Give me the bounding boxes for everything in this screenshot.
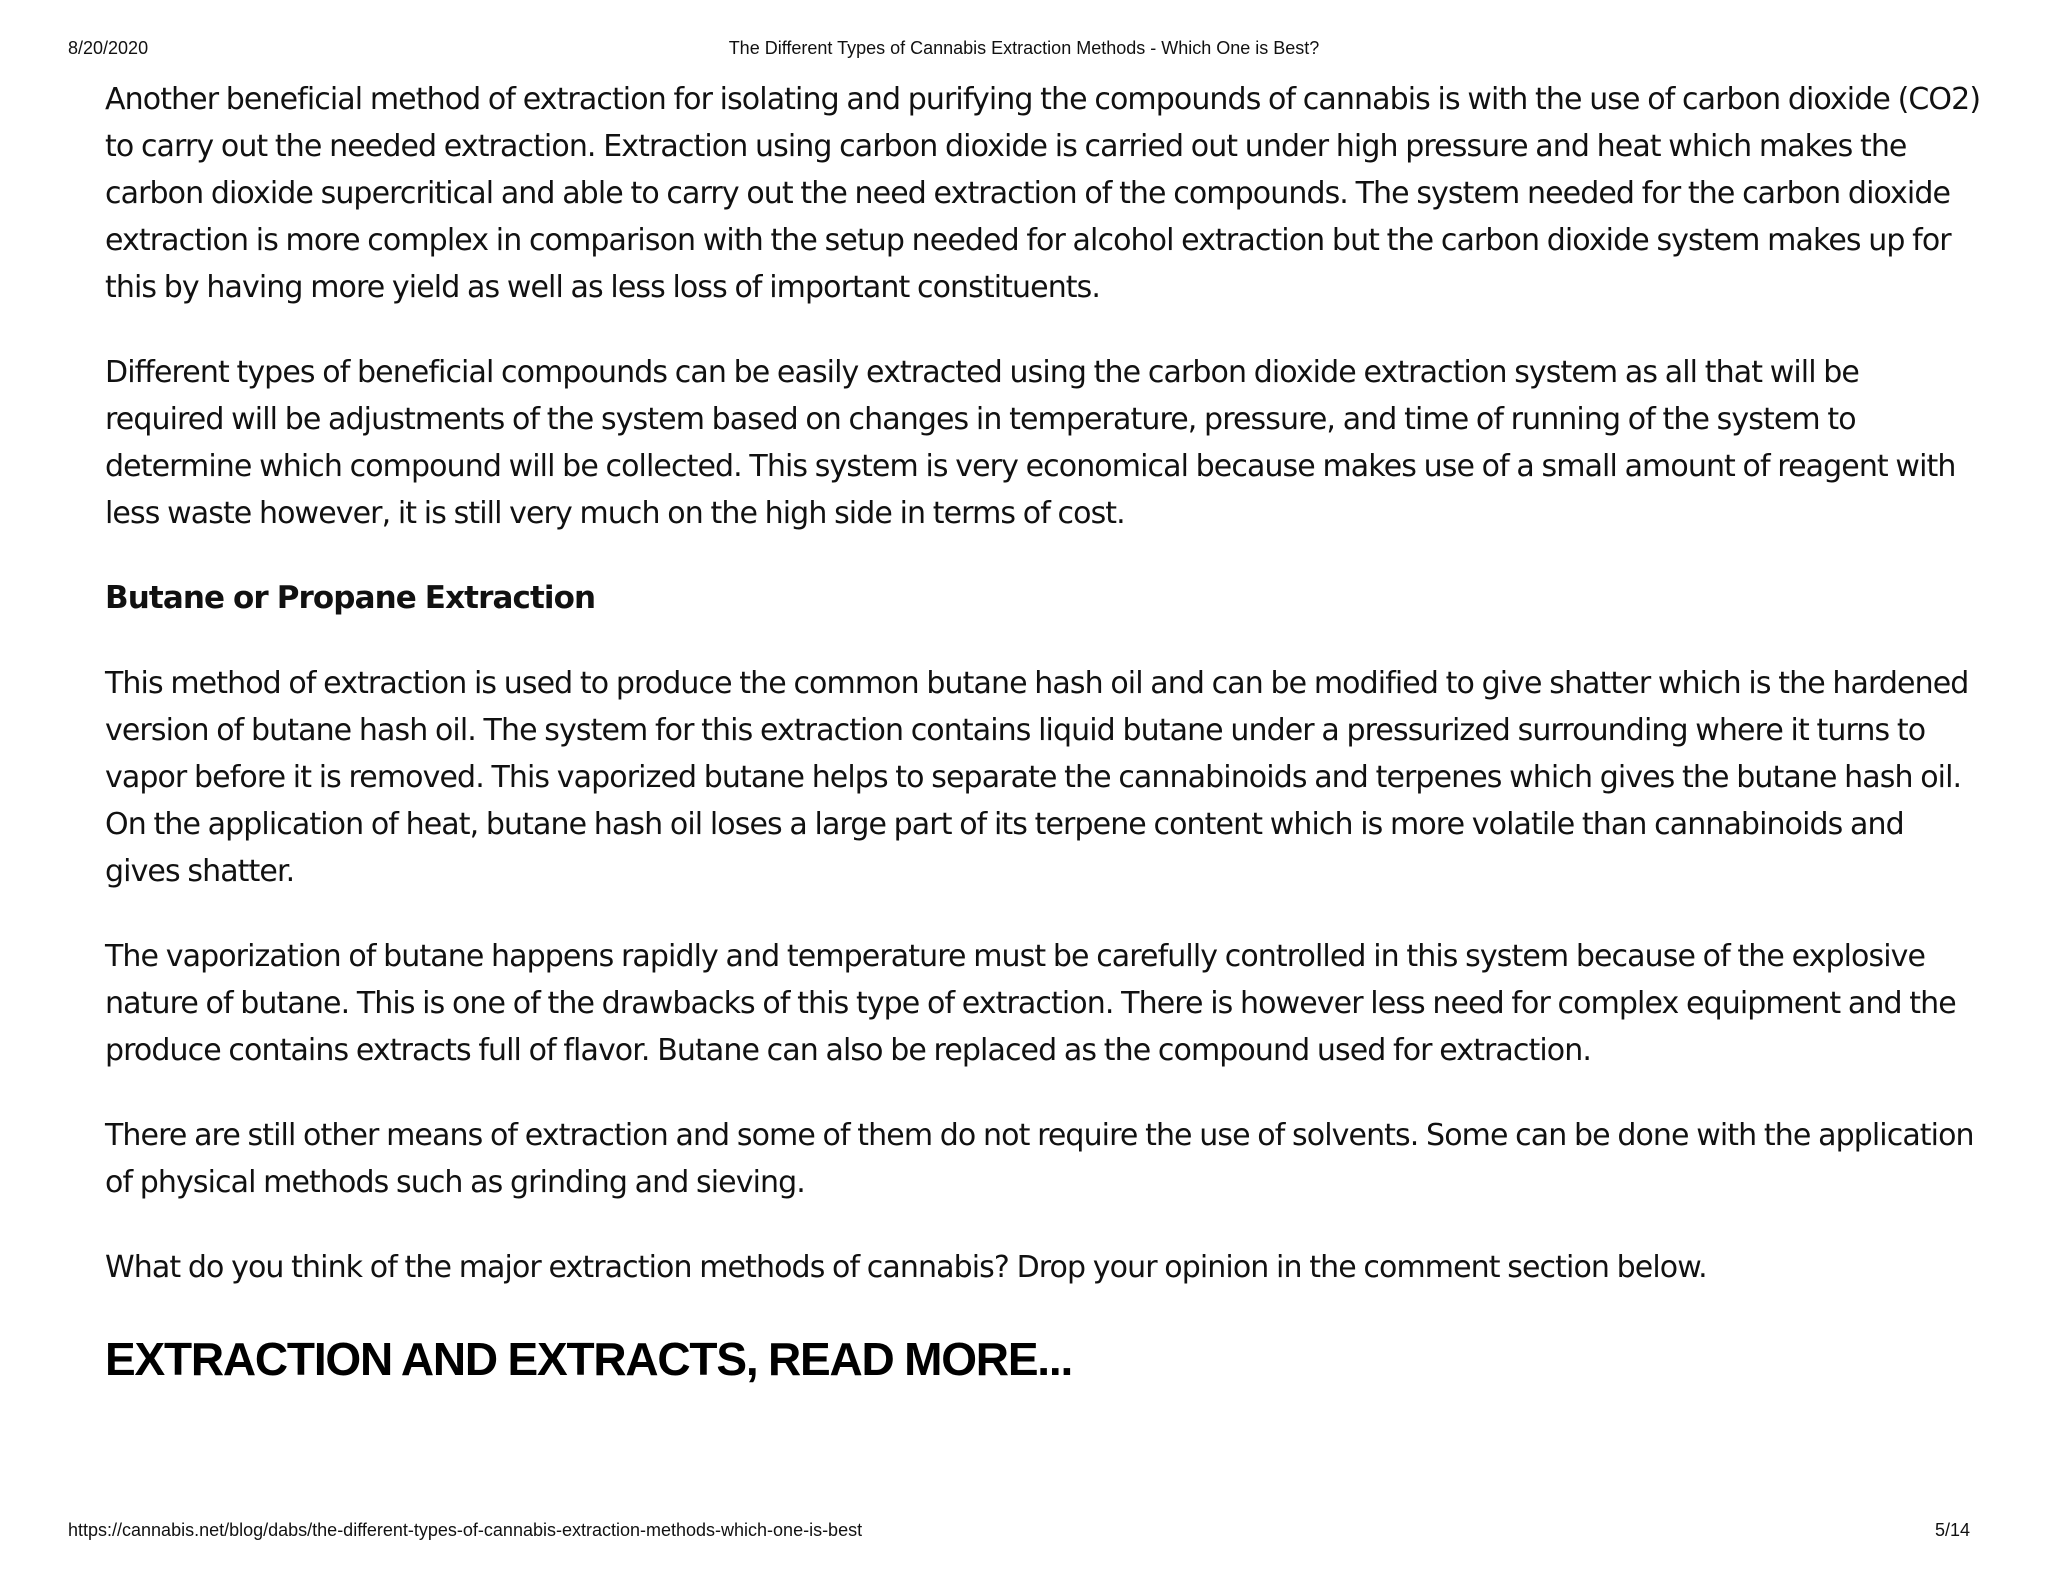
page-url: https://cannabis.net/blog/dabs/the-different-types-of-cannabis-extraction-methods-which-one-is-best xyxy=(68,1520,863,1540)
paragraph-other-means: There are still other means of extraction and some of them do not require the use of solvents. Some can be done with the application of physical methods such as grinding and sieving. xyxy=(105,1118,1974,1200)
paragraph-butane-vaporization: The vaporization of butane happens rapidly and temperature must be carefully controlled in this system because of the explosive nature of butane. This is one of the drawbacks of this type of extraction. There is however less need for complex equipment and the produce contains extracts full of flavor. Butane can also be replaced as the compound used for extraction. xyxy=(105,939,1956,1068)
print-footer xyxy=(68,1520,1980,1544)
paragraph-comment-prompt: What do you think of the major extraction methods of cannabis? Drop your opinion in the comment section below. xyxy=(105,1250,1707,1285)
paragraph-co2-compounds: Different types of beneficial compounds can be easily extracted using the carbon dioxide extraction system as all that will be required will be adjustments of the system based on changes in temperature, pressure, and time of running of the system to determine which compound will be collected. This system is very economical because makes use of a small amount of reagent with less waste however, it is still very much on the high side in terms of cost. xyxy=(105,355,1956,531)
read-more-heading[interactable]: EXTRACTION AND EXTRACTS, READ MORE... xyxy=(105,1333,1073,1385)
subheading-butane-propane: Butane or Propane Extraction xyxy=(105,580,596,616)
print-date: 8/20/2020 xyxy=(68,38,149,58)
page-number: 5/14 xyxy=(1934,1520,1970,1540)
paragraph-butane-method: This method of extraction is used to produce the common butane hash oil and can be modified to give shatter which is the hardened version of butane hash oil. The system for this extraction contains liquid butane under a pressurized surrounding where it turns to vapor before it is removed. This vaporized butane helps to separate the cannabinoids and terpenes which gives the butane hash oil. On the application of heat, butane hash oil loses a large part of its terpene content which is more volatile than cannabinoids and gives shatter. xyxy=(105,666,1969,889)
print-header xyxy=(68,38,1980,62)
paragraph-co2-extraction: Another beneficial method of extraction for isolating and purifying the compounds of cannabis is with the use of carbon dioxide (CO2) to carry out the needed extraction. Extraction using carbon dioxide is carried out under high pressure and heat which makes the carbon dioxide supercritical and able to carry out the need extraction of the compounds. The system needed for the carbon dioxide extraction is more complex in comparison with the setup needed for alcohol extraction but the carbon dioxide system makes up for this by having more yield as well as less loss of important constituents. xyxy=(105,82,1981,305)
document-title: The Different Types of Cannabis Extraction Methods - Which One is Best? xyxy=(728,38,1320,58)
article-body xyxy=(105,76,1985,1389)
